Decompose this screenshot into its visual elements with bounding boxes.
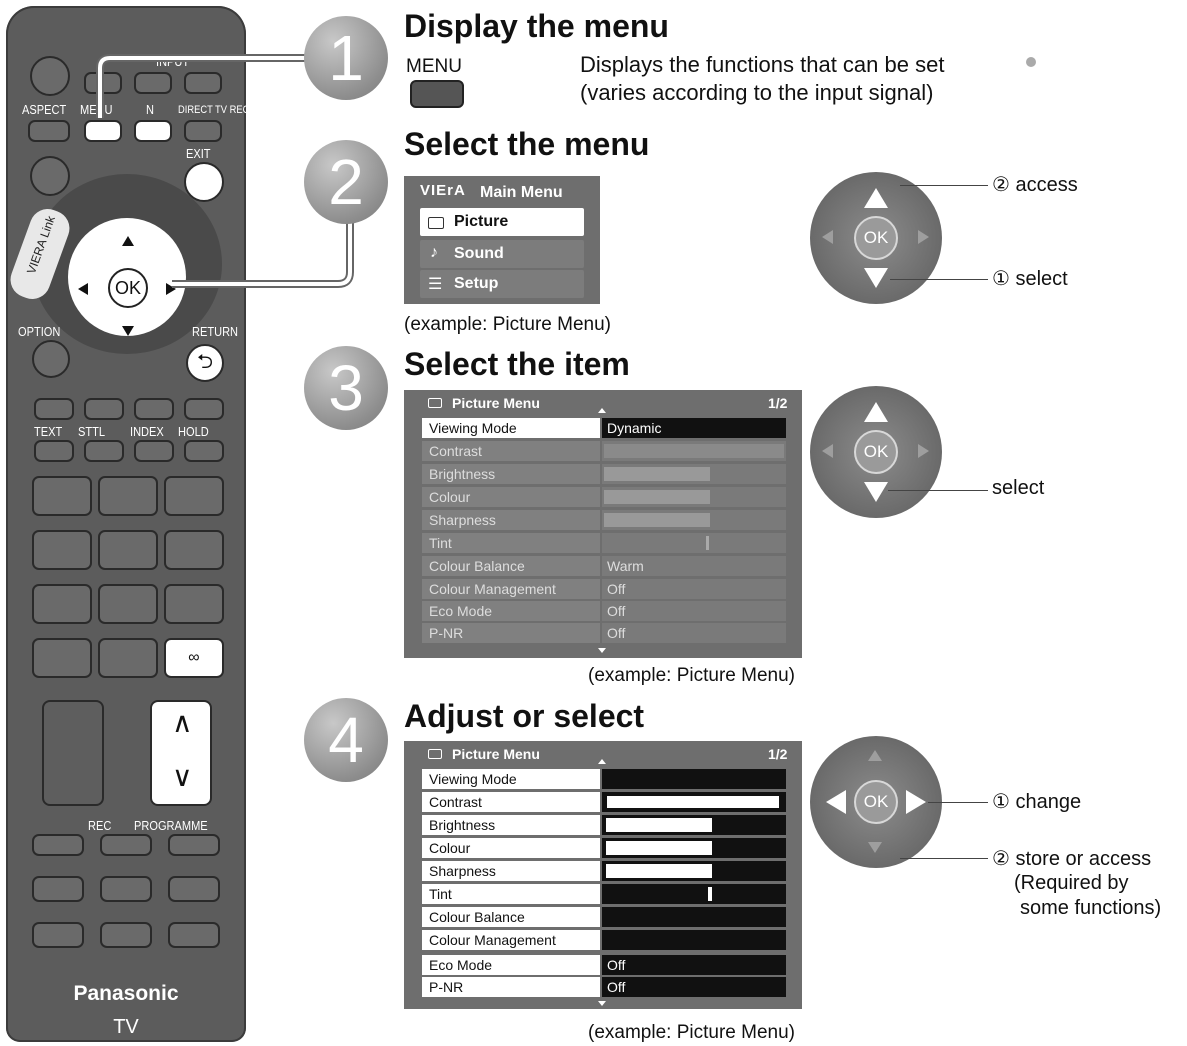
main-menu-item-label: Setup	[454, 275, 499, 292]
menu-row-value	[602, 907, 786, 927]
programme-up-icon: ∧	[172, 707, 193, 738]
store-label-2: (Required by	[1014, 872, 1129, 894]
page-indicator: 1/2	[768, 395, 788, 411]
main-menu-item-label: Picture	[454, 213, 509, 230]
main-menu-item-label: Sound	[454, 245, 504, 262]
menu-button-illustration	[410, 80, 464, 108]
tint-marker	[708, 887, 712, 901]
menu-row[interactable]	[422, 623, 786, 643]
level-bar	[604, 444, 784, 458]
level-bar	[606, 841, 712, 855]
picture-menu-icon	[428, 749, 442, 759]
step-3-title: Select the item	[404, 346, 630, 382]
volume-rocker[interactable]	[42, 700, 104, 806]
text-label: TEXT	[34, 424, 63, 439]
ok-button[interactable]: OK	[854, 216, 898, 260]
change-label: ① change	[992, 791, 1082, 813]
select-label-3: select	[992, 477, 1045, 499]
option-button[interactable]	[32, 340, 70, 378]
return-button[interactable]	[186, 344, 224, 382]
menu-row[interactable]	[422, 441, 786, 461]
page-indicator: 1/2	[768, 746, 788, 762]
scroll-up-icon	[598, 759, 606, 764]
step-2-title: Select the menu	[404, 126, 650, 162]
access-label: ② access	[992, 174, 1078, 196]
menu-row[interactable]	[422, 510, 786, 530]
menu-row-label: Sharpness	[422, 510, 600, 530]
step-3-badge: 3	[304, 346, 388, 430]
hold-label: HOLD	[178, 424, 209, 439]
menu-row-label: Colour Balance	[422, 556, 600, 576]
return-icon: ⮌	[196, 351, 214, 373]
step-1-desc-line2: (varies according to the input signal)	[580, 80, 934, 105]
store-label-1: ② store or access	[992, 848, 1152, 870]
menu-row-label: Colour Management	[422, 930, 600, 950]
media-button[interactable]	[168, 922, 220, 948]
sttl-button[interactable]	[84, 440, 124, 462]
menu-row-value: Off	[602, 977, 786, 997]
red-button[interactable]	[34, 398, 74, 420]
step-2-badge: 2	[304, 140, 388, 224]
store-leader-line	[900, 858, 988, 859]
menu-row-label: Colour	[422, 487, 600, 507]
up-arrow-icon	[868, 750, 882, 761]
menu-row[interactable]	[422, 838, 786, 858]
menu-row-label: Tint	[422, 533, 600, 553]
digit-button[interactable]	[32, 476, 92, 516]
viera-logo: VIErA	[420, 182, 466, 199]
menu-row[interactable]	[422, 792, 786, 812]
digit-button[interactable]	[98, 530, 158, 570]
select-label-2: ① select	[992, 268, 1068, 290]
menu-row[interactable]	[422, 907, 786, 927]
menu-row-label: Viewing Mode	[422, 418, 600, 438]
yellow-button[interactable]	[134, 398, 174, 420]
picture-menu-title: Picture Menu	[452, 395, 540, 411]
menu-row[interactable]	[422, 930, 786, 950]
menu-row[interactable]	[422, 884, 786, 904]
index-button[interactable]	[134, 440, 174, 462]
digit-button[interactable]	[164, 476, 224, 516]
menu-row-value	[602, 884, 786, 904]
exit-label: EXIT	[186, 146, 211, 161]
menu-row[interactable]	[422, 579, 786, 599]
menu-row[interactable]	[422, 556, 786, 576]
right-arrow-icon[interactable]	[906, 790, 926, 814]
menu-row-value: Off	[602, 601, 786, 621]
menu-row-label: Tint	[422, 884, 600, 904]
select-leader-line-2	[890, 279, 988, 280]
step-1-badge: 1	[304, 16, 388, 100]
model-label: TV	[113, 1016, 139, 1038]
glasses-button[interactable]	[164, 638, 224, 678]
menu-row-label: Eco Mode	[422, 601, 600, 621]
menu-row-value	[602, 930, 786, 950]
level-bar	[606, 864, 712, 878]
programme-rocker[interactable]	[150, 700, 212, 806]
select-leader-line-3	[888, 490, 988, 491]
digit-button[interactable]	[32, 638, 92, 678]
media-button[interactable]	[100, 876, 152, 902]
main-menu-item-picture[interactable]	[420, 208, 584, 236]
rec-label: REC	[88, 818, 112, 833]
menu-row-label: Brightness	[422, 464, 600, 484]
picture-menu-title: Picture Menu	[452, 746, 540, 762]
programme-label: PROGRAMME	[134, 818, 208, 833]
digit-button[interactable]	[32, 530, 92, 570]
brand-logo: Panasonic	[73, 982, 179, 1005]
menu-row[interactable]	[422, 861, 786, 881]
return-label: RETURN	[192, 324, 239, 339]
green-button[interactable]	[84, 398, 124, 420]
level-bar	[604, 513, 710, 527]
glasses-icon: ∞	[188, 649, 200, 666]
left-arrow-icon[interactable]	[826, 790, 846, 814]
menu-row-label: P-NR	[422, 623, 600, 643]
down-arrow-icon	[868, 842, 882, 853]
media-button[interactable]	[32, 834, 84, 856]
menu-row-label: P-NR	[422, 977, 600, 997]
menu-row-label: Colour Balance	[422, 907, 600, 927]
menu-row-value	[602, 769, 786, 789]
main-menu-item-setup[interactable]	[420, 270, 584, 298]
store-label-3: some functions)	[1020, 897, 1162, 919]
media-button[interactable]	[168, 876, 220, 902]
level-bar	[604, 490, 710, 504]
scroll-down-icon	[598, 648, 606, 653]
menu-row[interactable]	[422, 769, 786, 789]
digit-button[interactable]	[164, 530, 224, 570]
menu-row-value: Dynamic	[602, 418, 786, 438]
digit-button[interactable]	[32, 584, 92, 624]
up-arrow-icon[interactable]	[864, 402, 888, 422]
picture-menu-icon	[428, 398, 442, 408]
text-button[interactable]	[34, 440, 74, 462]
main-menu-panel	[404, 176, 600, 304]
step-4-badge: 4	[304, 698, 388, 782]
programme-button[interactable]	[168, 834, 220, 856]
level-bar	[604, 467, 710, 481]
option-label: OPTION	[18, 324, 61, 339]
step-1-button-label: MENU	[406, 56, 462, 77]
menu-row-label: Contrast	[422, 441, 600, 461]
picture-icon	[428, 217, 444, 229]
menu-row[interactable]	[422, 533, 786, 553]
step-4-title: Adjust or select	[404, 698, 645, 734]
scroll-up-icon	[598, 408, 606, 413]
menu-row-label: Colour	[422, 838, 600, 858]
menu-row[interactable]	[422, 487, 786, 507]
step-1-desc-line1: Displays the functions that can be set	[580, 52, 945, 77]
dpad-step4	[810, 736, 942, 868]
blue-button[interactable]	[184, 398, 224, 420]
menu-row-value: Off	[602, 623, 786, 643]
media-button[interactable]	[32, 922, 84, 948]
menu-row[interactable]	[422, 977, 786, 997]
left-arrow-icon	[822, 444, 833, 458]
menu-row-value	[602, 533, 786, 553]
aspect-label: ASPECT	[22, 102, 67, 117]
step-1-title: Display the menu	[404, 8, 669, 44]
menu-label: MENU	[80, 102, 113, 117]
input-label: INPUT	[156, 54, 190, 69]
bullet-dot-icon	[1026, 57, 1036, 67]
scroll-down-icon	[598, 1001, 606, 1006]
step-2-caption: (example: Picture Menu)	[404, 314, 611, 335]
remote-ok-button[interactable]: OK	[108, 268, 148, 308]
access-leader-line	[900, 185, 988, 186]
picture-menu-adjust-panel	[404, 741, 802, 1009]
down-arrow-icon[interactable]	[864, 268, 888, 288]
menu-row[interactable]	[422, 815, 786, 835]
menu-row-value: Off	[602, 955, 786, 975]
menu-row-value: Warm	[602, 556, 786, 576]
sttl-label: STTL	[78, 424, 106, 439]
index-label: INDEX	[130, 424, 164, 439]
step-3-caption: (example: Picture Menu)	[588, 665, 795, 686]
dpad-step2	[810, 172, 942, 304]
change-leader-line	[928, 802, 988, 803]
menu-row[interactable]	[422, 464, 786, 484]
sound-icon: ♪	[430, 244, 438, 261]
viera-link-label: VIERA Link	[24, 213, 58, 276]
ok-button[interactable]: OK	[854, 430, 898, 474]
media-button[interactable]	[100, 922, 152, 948]
rec-button[interactable]	[100, 834, 152, 856]
right-arrow-icon	[918, 444, 929, 458]
menu-row-label: Viewing Mode	[422, 769, 600, 789]
digit-button[interactable]	[98, 638, 158, 678]
contrast-bar	[606, 795, 780, 809]
left-arrow-icon	[822, 230, 833, 244]
digit-button[interactable]	[164, 584, 224, 624]
dpad-step3	[810, 386, 942, 518]
digit-button[interactable]	[98, 584, 158, 624]
menu-row-label: Brightness	[422, 815, 600, 835]
programme-down-icon: ∨	[172, 761, 193, 792]
up-arrow-icon[interactable]	[864, 188, 888, 208]
hold-button[interactable]	[184, 440, 224, 462]
level-bar	[606, 818, 712, 832]
menu-row-label: Eco Mode	[422, 955, 600, 975]
ok-button[interactable]: OK	[854, 780, 898, 824]
setup-icon: ☰	[428, 276, 443, 293]
menu-row[interactable]	[422, 601, 786, 621]
tint-marker	[706, 536, 709, 550]
picture-menu-select-panel	[404, 390, 802, 658]
digit-button[interactable]	[98, 476, 158, 516]
menu-row[interactable]	[422, 955, 786, 975]
menu-row[interactable]	[422, 418, 786, 438]
step-4-caption: (example: Picture Menu)	[588, 1022, 795, 1043]
right-arrow-icon	[918, 230, 929, 244]
n-label: N	[146, 102, 154, 117]
main-menu-item-sound[interactable]	[420, 240, 584, 268]
menu-row-label: Contrast	[422, 792, 600, 812]
media-button[interactable]	[32, 876, 84, 902]
menu-row-value: Off	[602, 579, 786, 599]
remote-down-arrow-icon[interactable]	[122, 326, 134, 336]
main-menu-title: Main Menu	[480, 184, 563, 201]
menu-row-label: Colour Management	[422, 579, 600, 599]
down-arrow-icon[interactable]	[864, 482, 888, 502]
menu-row-label: Sharpness	[422, 861, 600, 881]
direct-tv-rec-label: DIRECT TV REC	[178, 104, 250, 116]
